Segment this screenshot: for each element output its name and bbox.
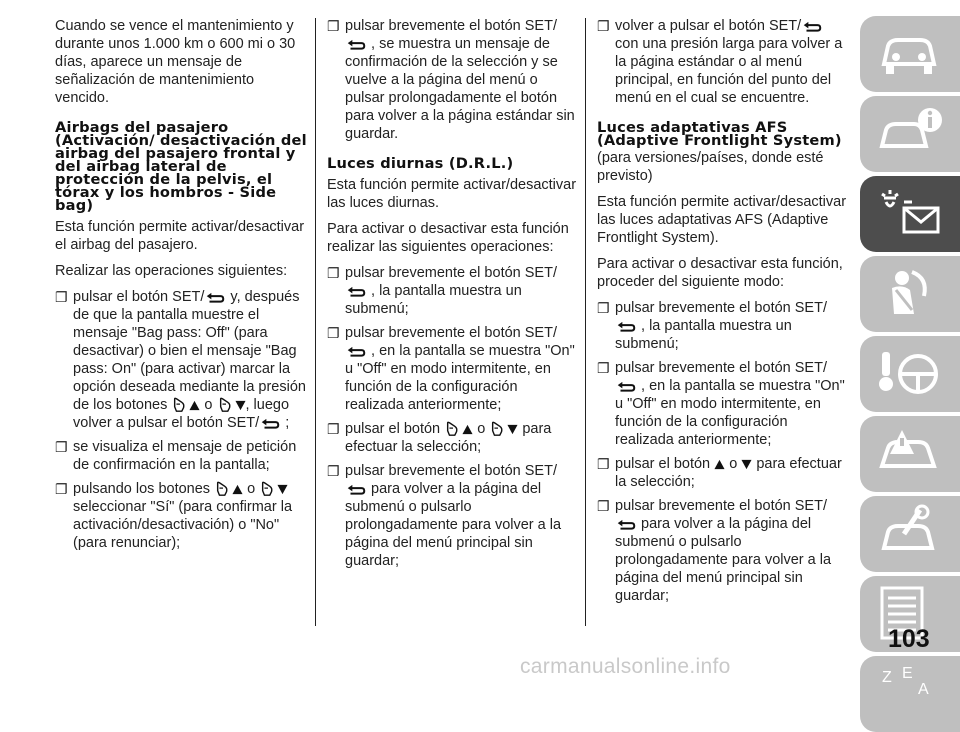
bullet-box: ❐ [55,481,68,497]
esc-return-icon [259,417,281,430]
bullet-box: ❐ [597,18,610,34]
bullet-box: ❐ [597,300,610,316]
drl-intro-paragraph: Esta función permite activar/desactivar las luces diurnas. [327,177,577,211]
bullet-box: ❐ [327,265,340,281]
list-item: ❐ pulsar brevemente el botón SET/ , en la pantalla se muestra "On" u "Off" en modo intermitente, en función de la configuración realizada anteriormente; [327,325,575,413]
list-item: ❐ pulsar brevemente el botón SET/ , la pantalla muestra un submenú; [597,300,827,352]
list-item: ❐ pulsar brevemente el botón SET/ , se muestra un mensaje de confirmación de la selección y se vuelve a la página del menú o pulsar prolongadamente el botón para volver a la página estándar sin guardar. [327,18,575,142]
section-heading-airbags: Airbags del pasajero (Activación/ desactivación del airbag del pasajero frontal y del airbag lateral de protección de la pelvis, el tórax y los hombros - Side bag) [55,119,307,214]
wrench-car-icon [874,504,944,562]
triangle-up-icon [189,400,200,411]
tab-index[interactable] [860,656,960,732]
svg-text:A: A [918,681,929,698]
column-divider-right [585,18,586,626]
esc-return-icon [615,518,637,531]
list-item: ❐ se visualiza el mensaje de petición de confirmación en la pantalla; [55,439,297,473]
bullet-box: ❐ [55,439,68,455]
svg-text:Z: Z [882,669,892,686]
mouse-icon [217,397,235,413]
svg-text:E: E [902,665,913,682]
car-breakdown-icon [874,424,944,482]
tab-starting-driving[interactable] [860,336,960,412]
maintenance-paragraph: Cuando se vence el mantenimiento y durante unos 1.000 km o 600 mi o 30 días, aparece un mensaje de señalización de mantenimiento vencido. [55,18,296,106]
list-item: ❐ pulsar brevemente el botón SET/ , en la pantalla se muestra "On" u "Off" en modo intermitente, en función de la configuración realizada anteriormente; [597,360,845,448]
column-divider-left [315,18,316,626]
esc-return-icon [345,38,367,51]
list-item: ❐ pulsar el botón o para efectuar la selección; [327,421,552,455]
bullet-box: ❐ [597,498,610,514]
text-column-2 [327,17,577,576]
section-heading-afs: Luces adaptativas AFS (Adaptive Frontlight System) [597,119,842,149]
car-info-icon [874,104,944,162]
mouse-icon [259,481,277,497]
tab-car-dashboard[interactable] [860,16,960,92]
esc-return-icon [204,291,226,304]
text-column-1 [55,17,307,558]
triangle-down-icon [277,484,288,495]
airbag-seatbelt-icon [874,264,944,322]
list-item: ❐ volver a pulsar el botón SET/ con una presión larga para volver a la página estándar o al menú principal, en función del punto del menú en el cual se encuentre. [597,18,843,106]
car-dashboard-icon [874,24,944,82]
list-item: ❐ pulsar el botón o para efectuar la selección; [597,456,842,490]
afs-availability-note: (para versiones/países, donde esté previsto) [597,150,824,184]
warning-light-envelope-icon [874,184,944,242]
bullet-box: ❐ [55,289,68,305]
tab-safety[interactable] [860,256,960,332]
drl-steps-intro: Para activar o desactivar esta función realizar las siguientes operaciones: [327,221,569,255]
esc-return-icon [615,320,637,333]
mouse-icon [214,481,232,497]
list-item: ❐ pulsar brevemente el botón SET/ para volver a la página del submenú o pulsarlo prolongadamente para volver a la página del menú principal sin guardar; [327,463,562,569]
esc-return-icon [615,380,637,393]
alphabet-index-icon [874,664,944,722]
tab-maintenance[interactable] [860,496,960,572]
list-item: ❐ pulsar brevemente el botón SET/ para volver a la página del submenú o pulsarlo prolongadamente para volver a la página del menú principal sin guardar; [597,498,832,604]
esc-return-icon [345,285,367,298]
triangle-up-icon [714,459,725,470]
text-column-3 [597,17,847,611]
section-heading-drl: Luces diurnas (D.R.L.) [327,155,514,172]
airbag-steps-intro: Realizar las operaciones siguientes: [55,263,288,279]
esc-return-icon [345,483,367,496]
triangle-down-icon [507,424,518,435]
tab-car-info[interactable] [860,96,960,172]
afs-steps-intro: Para activar o desactivar esta función, proceder del siguiente modo: [597,256,843,290]
bullet-box: ❐ [327,18,340,34]
mouse-icon [489,421,507,437]
triangle-up-icon [462,424,473,435]
mouse-icon [171,397,189,413]
tab-emergency[interactable] [860,416,960,492]
key-steering-wheel-icon [874,344,944,402]
bullet-box: ❐ [327,463,340,479]
bullet-box: ❐ [597,456,610,472]
bullet-box: ❐ [597,360,610,376]
afs-intro-paragraph: Esta función permite activar/desactivar las luces adaptativas AFS (Adaptive Frontlight System). [597,194,847,246]
watermark: carmanualsonline.info [520,655,731,678]
list-item: ❐ pulsar brevemente el botón SET/ , la pantalla muestra un submenú; [327,265,557,317]
tab-warning-lights[interactable] [860,176,960,252]
page-number: 103 [888,625,930,653]
airbag-intro-paragraph: Esta función permite activar/desactivar el airbag del pasajero. [55,219,305,253]
triangle-up-icon [232,484,243,495]
esc-return-icon [345,345,367,358]
list-item: ❐ pulsando los botones o seleccionar "Sí" (para confirmar la activación/desactivación) o "No" (para renunciar); [55,481,293,551]
list-item: ❐ pulsar el botón SET/ y, después de que la pantalla muestre el mensaje "Bag pass: Off" (para desactivar) o bien el mensaje "Bag pass: On" (para activar) marcar la opción deseada mediante la presión de los botones o , luego volver a pulsar el botón SET/ ; [55,289,306,431]
triangle-down-icon [235,400,246,411]
bullet-box: ❐ [327,325,340,341]
bullet-box: ❐ [327,421,340,437]
mouse-icon [444,421,462,437]
esc-return-icon [801,20,823,33]
triangle-down-icon [741,459,752,470]
